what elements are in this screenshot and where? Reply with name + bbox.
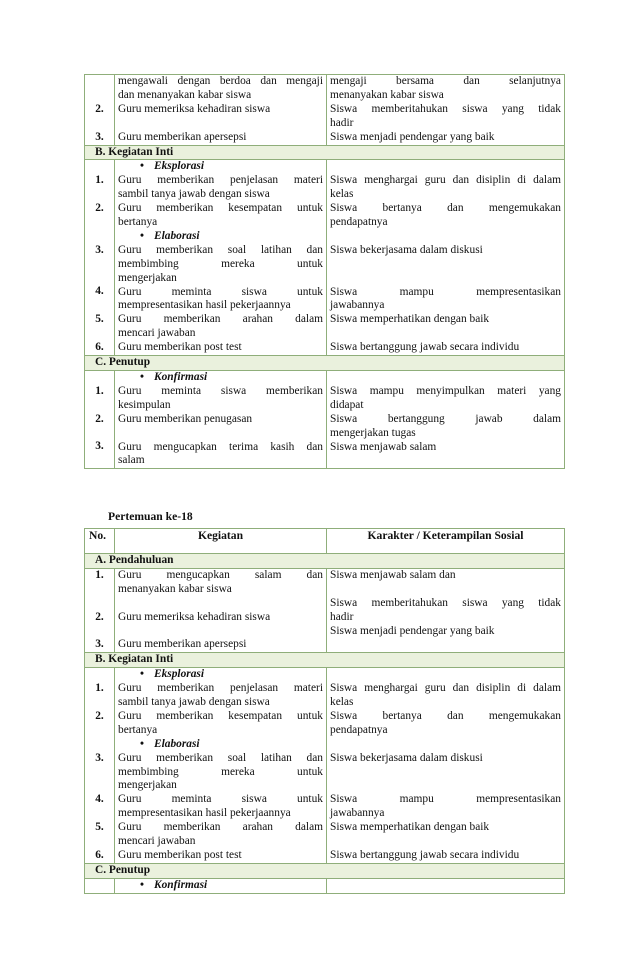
- lesson-table-meeting-18: [84, 528, 565, 894]
- konfirmasi-label: • Konfirmasi: [140, 878, 208, 891]
- character-cell: Siswa menghargai guru dan disiplin di dalam kelas Siswa bertanya dan mengemukakan pendapatnya Siswa bekerjasama dalam diskusi Siswa mampu mempresentasikan jawabannya Siswa memperhatikan dengan baik Siswa bertanggung jawab secara individu: [327, 160, 565, 356]
- activity-cell: [115, 878, 327, 893]
- bullet-icon: •: [140, 160, 144, 173]
- bullet-icon: •: [140, 878, 144, 891]
- eksplorasi-label: • Eksplorasi: [140, 668, 205, 681]
- character-cell: Siswa menjawab salam dan Siswa memberitahukan siswa yang tidak hadir Siswa menjadi pendengar yang baik: [327, 568, 565, 652]
- table-row: 1. 2. 3. Guru mengucapkan salam dan menanyakan kabar siswa Guru memeriksa kehadiran siswa Guru memberikan apersepsi Siswa menjawab salam dan Siswa memberitahukan siswa yang tidak hadir Siswa menjadi pendengar yang baik: [85, 568, 565, 652]
- table-row: [85, 878, 565, 893]
- column-header-no: No.: [85, 529, 115, 554]
- column-header-karakter: Karakter / Keterampilan Sosial: [327, 529, 565, 554]
- table-row: 1. 2. 3. • Konfirmasi Guru meminta siswa memberikan kesimpulan Guru memberikan penugasan Guru mengucapkan terima kasih dan salam Siswa mampu menyimpulkan materi yang didapat Siswa bertanggung jawab dalam mengerjakan tugas Siswa menjawab salam: [85, 371, 565, 469]
- section-row-pendahuluan: A. Pendahuluan: [85, 554, 565, 569]
- section-row-penutup: C. Penutup: [85, 356, 565, 371]
- elaborasi-label: • Elaborasi: [140, 737, 200, 750]
- bullet-icon: •: [140, 229, 144, 242]
- character-cell: mengaji bersama dan selanjutnya menanyakan kabar siswa Siswa memberitahukan siswa yang tidak hadir Siswa menjadi pendengar yang baik: [327, 75, 565, 146]
- activity-cell: Guru mengucapkan salam dan menanyakan kabar siswa Guru memeriksa kehadiran siswa Guru memberikan apersepsi: [115, 568, 327, 652]
- column-header-kegiatan: Kegiatan: [115, 529, 327, 554]
- meeting-heading: Pertemuan ke-18: [108, 510, 193, 523]
- section-row-kegiatan-inti: B. Kegiatan Inti: [85, 653, 565, 668]
- character-cell: [327, 878, 565, 893]
- bullet-icon: •: [140, 371, 144, 383]
- character-cell: Siswa menghargai guru dan disiplin di dalam kelas Siswa bertanya dan mengemukakan pendapatnya Siswa bekerjasama dalam diskusi Siswa mampu mempresentasikan jawabannya Siswa memperhatikan dengan baik Siswa bertanggung jawab secara individu: [327, 668, 565, 864]
- activity-cell: mengawali dengan berdoa dan mengaji dan menanyakan kabar siswa Guru memeriksa kehadiran siswa Guru memberikan apersepsi: [115, 75, 327, 146]
- eksplorasi-label: • Eksplorasi: [140, 160, 205, 173]
- section-row-kegiatan-inti: B. Kegiatan Inti: [85, 145, 565, 160]
- bullet-icon: •: [140, 737, 144, 750]
- table-row: 2. 3. mengawali dengan berdoa dan mengaji dan menanyakan kabar siswa Guru memeriksa kehadiran siswa Guru memberikan apersepsi mengaji bersama dan selanjutnya menanyakan kabar siswa Siswa memberitahukan siswa yang tidak hadir Siswa menjadi pendengar yang baik: [85, 75, 565, 146]
- character-cell: Siswa mampu menyimpulkan materi yang didapat Siswa bertanggung jawab dalam mengerjakan tugas Siswa menjawab salam: [327, 371, 565, 469]
- table-row: 1. 2. 3. 4. 5. 6. • Eksplorasi Guru memberikan penjelasan materi sambil tanya jawab dengan siswa Guru memberikan kesempatan untuk bertanya • Elaborasi Guru memberikan soal latihan dan membimbing mereka untuk mengerjakan Guru meminta siswa untuk mempresentasikan hasil pekerjaannya Guru memberikan arahan dalam mencari jawaban Guru memberikan post test Siswa menghargai guru dan disiplin di dalam kelas Siswa bertanya dan mengemukakan pendapatnya Siswa bekerjasama dalam diskusi Siswa mampu mempresentasikan jawabannya Siswa memperhatikan dengan baik Siswa bertanggung jawab secara individu: [85, 668, 565, 864]
- activity-cell: • Eksplorasi Guru memberikan penjelasan materi sambil tanya jawab dengan siswa Guru memberikan kesempatan untuk bertanya • Elaborasi Guru memberikan soal latihan dan membimbing mereka untuk mengerjakan Guru meminta siswa untuk mempresentasikan hasil pekerjaannya Guru memberikan arahan dalam mencari jawaban Guru memberikan post test: [115, 668, 327, 864]
- bullet-icon: •: [140, 668, 144, 681]
- activity-cell: • Konfirmasi Guru meminta siswa memberikan kesimpulan Guru memberikan penugasan Guru mengucapkan terima kasih dan salam: [115, 371, 327, 469]
- table-header-row: [85, 529, 565, 554]
- activity-cell: • Eksplorasi Guru memberikan penjelasan materi sambil tanya jawab dengan siswa Guru memberikan kesempatan untuk bertanya • Elaborasi Guru memberikan soal latihan dan membimbing mereka untuk mengerjakan Guru meminta siswa untuk mempresentasikan hasil pekerjaannya Guru memberikan arahan dalam mencari jawaban Guru memberikan post test: [115, 160, 327, 356]
- konfirmasi-label: • Konfirmasi: [140, 371, 208, 383]
- elaborasi-label: • Elaborasi: [140, 229, 200, 242]
- lesson-table-continued: [84, 74, 565, 469]
- section-row-penutup: C. Penutup: [85, 863, 565, 878]
- table-row: 1. 2. 3. 4. 5. 6. • Eksplorasi Guru memberikan penjelasan materi sambil tanya jawab dengan siswa Guru memberikan kesempatan untuk bertanya • Elaborasi Guru memberikan soal latihan dan membimbing mereka untuk mengerjakan Guru meminta siswa untuk mempresentasikan hasil pekerjaannya Guru memberikan arahan dalam mencari jawaban Guru memberikan post test Siswa menghargai guru dan disiplin di dalam kelas Siswa bertanya dan mengemukakan pendapatnya Siswa bekerjasama dalam diskusi Siswa mampu mempresentasikan jawabannya Siswa memperhatikan dengan baik Siswa bertanggung jawab secara individu: [85, 160, 565, 356]
